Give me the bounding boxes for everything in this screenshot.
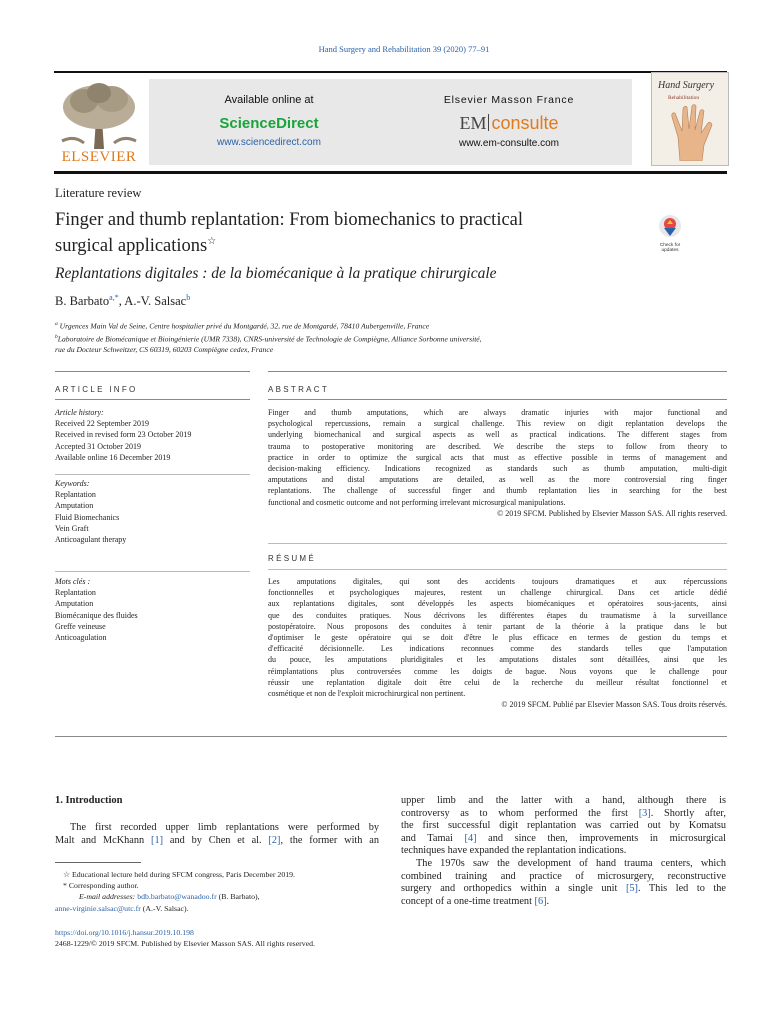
keyword: Fluid Biomechanics xyxy=(55,512,120,522)
intro-line xyxy=(401,883,726,896)
text-span: . Shortly after, xyxy=(650,807,726,819)
email-owner: (B. Barbato), xyxy=(216,892,260,902)
keyword: Replantation xyxy=(55,490,96,500)
cover-subtitle: Rehabilitation xyxy=(668,95,700,101)
sciencedirect-url[interactable]: www.sciencedirect.com xyxy=(217,137,321,148)
affil-a-mark: a xyxy=(55,321,58,327)
footnote-text: Educational lecture held during SFCM congress, Paris December 2019. xyxy=(71,870,295,879)
abstract-line: decision-making efficiency. Indications recognized as standards such as thumb amputation, multi-digit xyxy=(268,464,727,474)
abstract-rule-top xyxy=(268,371,727,372)
header-rule xyxy=(54,171,727,174)
logo-divider xyxy=(488,114,489,131)
intro-line xyxy=(401,896,726,909)
article-history xyxy=(55,407,250,463)
footnote-mark: ☆ xyxy=(63,870,70,879)
resume-line: Les amputations digitales, qui sont des accidents toujours dramatiques et aux répercussions xyxy=(268,577,727,586)
resume-line: aux replantations digitales, sont développés les aspects biomécaniques et opératoires sous-jacents, ainsi xyxy=(268,599,727,609)
journal-cover[interactable] xyxy=(651,72,729,166)
resume-line: cosmétique et non de l'exploit microchirurgical non pertinent. xyxy=(268,689,466,699)
email-link-barbato[interactable]: bdb.barbato@wanadoo.fr xyxy=(137,892,217,902)
ref-link[interactable]: [1] xyxy=(151,834,164,846)
resume-line: postopératoire. Nous proposons des conduites à tenir partant de la théorie à la pratique dans le but xyxy=(268,621,727,631)
text-span: , the former with an xyxy=(280,834,379,846)
affiliation-b-line2: rue du Docteur Schweitzer, CS 60319, 60203 Compiègne cedex, France xyxy=(55,345,274,355)
intro-line: the first successful digit replantation was carried out by Komatsu xyxy=(401,820,726,832)
resume-line: d'efficacité décisionnelle. Les indications reconnues comme des standards telles que l'amputation xyxy=(268,644,727,654)
text-span: and since then, improvements in microsurgical xyxy=(476,832,726,844)
title-line-1: Finger and thumb replantation: From biomechanics to practical xyxy=(55,210,524,230)
text-span: Malt and McKhann xyxy=(55,834,152,846)
affiliation-b xyxy=(55,332,727,345)
email-line xyxy=(55,891,385,902)
text-span: controversy as to whom performed the first xyxy=(401,807,639,819)
resume-line: réimplantations plus controversées comme les doigts de bague. Nous voyons que le challenge pour xyxy=(268,666,727,676)
text-span: and by Chen et al. xyxy=(163,834,269,846)
abstract-line: practice in order to optimize the surgical acts that must as effective possible in terms of management and xyxy=(268,452,727,462)
resume-text xyxy=(268,576,727,710)
available-online-label: Available online at xyxy=(224,94,314,106)
consulte-text: consulte xyxy=(491,113,559,133)
keyword: Vein Graft xyxy=(55,523,89,533)
intro-line: techniques have expanded the replantation indications. xyxy=(401,845,627,857)
footnote-mark: * xyxy=(63,881,67,891)
email-owner: (A.-V. Salsac). xyxy=(140,903,189,913)
abstract-line: Finger and thumb amputations, which are always dramatic injuries with major functional and xyxy=(268,408,727,417)
footnote-2 xyxy=(55,880,385,891)
intro-right-text xyxy=(401,795,726,908)
text-span: concept of a one-time treatment xyxy=(401,895,535,907)
keywords xyxy=(55,478,250,545)
intro-heading: 1. Introduction xyxy=(55,795,123,806)
resume-line: d'optimiser le geste opératoire qui se doit d'être le plus efficace en termes de gestion du temps et xyxy=(268,633,727,643)
text-span: . xyxy=(546,895,550,907)
emconsulte-logo[interactable] xyxy=(389,113,629,134)
email-label: E-mail addresses: xyxy=(79,892,138,902)
title-line-2 xyxy=(55,231,635,257)
emconsulte-url[interactable]: www.em-consulte.com xyxy=(458,138,560,149)
top-rule xyxy=(54,71,727,73)
article-info-heading: ARTICLE INFO xyxy=(55,385,138,394)
intro-line xyxy=(401,833,726,846)
resume-heading: RÉSUMÉ xyxy=(268,554,317,563)
issn-line: 2468-1229/© 2019 SFCM. Published by Elsevier Masson SAS. All rights reserved. xyxy=(55,939,315,949)
text-span: . This led to the xyxy=(637,883,726,895)
title-footnote-mark[interactable]: ☆ xyxy=(207,236,217,247)
abstract-line: psychological repercussions, remain a surgical challenge. This review on digit replantation develops the xyxy=(268,419,727,429)
footnotes xyxy=(55,869,385,914)
history-item: Available online 16 December 2019 xyxy=(55,452,171,462)
email-line-2 xyxy=(55,903,385,914)
affiliations xyxy=(55,319,727,355)
ref-link[interactable]: [6] xyxy=(534,895,547,907)
abstract-heading: ABSTRACT xyxy=(268,385,330,394)
check-for-updates-badge[interactable] xyxy=(652,214,688,254)
abstract-bottom-rule xyxy=(55,736,727,737)
affiliation-a xyxy=(55,319,727,332)
resume-line: fonctionnelles et psychologiques majeures, restent un challenge chirurgical. Dans cet article dédié xyxy=(268,588,727,598)
text-span: surgery and orthopedics within a single unit xyxy=(401,883,626,895)
ref-link[interactable]: [4] xyxy=(464,832,477,844)
elsevier-wordmark: ELSEVIER xyxy=(61,149,137,165)
check-updates-label: Check for updates xyxy=(659,243,681,253)
info-rule xyxy=(55,399,250,400)
mots-cles xyxy=(55,576,250,643)
check-updates-icon xyxy=(658,214,682,238)
abstract-line: trauma to postoperative monitoring are described. We describe the steps to follow from theory to xyxy=(268,441,727,451)
sciencedirect-logo[interactable]: ScienceDirect xyxy=(219,115,319,132)
elsevier-tree-icon xyxy=(54,79,144,151)
abstract-rule xyxy=(268,399,727,400)
author-salsac: , A.-V. Salsac xyxy=(118,294,187,309)
cover-title: Hand Surgery xyxy=(658,80,715,91)
resume-copyright: © 2019 SFCM. Publié par Elsevier Masson SAS. Tous droits réservés. xyxy=(501,700,727,710)
info-rule-top xyxy=(55,371,250,372)
keywords-label: Keywords: xyxy=(55,479,90,488)
abstract-text xyxy=(268,407,727,519)
article-type: Literature review xyxy=(55,186,142,200)
resume-rule-top xyxy=(268,543,727,544)
journal-reference[interactable]: Hand Surgery and Rehabilitation 39 (2020) 77–91 xyxy=(318,44,490,54)
doi-block xyxy=(55,927,315,949)
affil-a-text: Urgences Main Val de Seine, Centre hospitalier privé du Montgardé, 32, rue de Montgardé, 78410 Aubergenville, France xyxy=(59,321,430,331)
intro-line xyxy=(401,808,726,821)
article-title xyxy=(55,209,635,257)
author-barbato: B. Barbato xyxy=(55,294,110,309)
doi-link[interactable]: https://doi.org/10.1016/j.hansur.2019.10.198 xyxy=(55,928,194,937)
history-item: Received in revised form 23 October 2019 xyxy=(55,430,192,440)
intro-line: upper limb and the latter with a hand, although there is xyxy=(401,795,726,806)
history-label: Article history: xyxy=(55,408,104,417)
intro-line: The 1970s saw the development of hand trauma centers, which xyxy=(416,857,726,869)
resume-rule xyxy=(268,569,727,570)
author2-affil[interactable]: b xyxy=(186,293,191,302)
affil-b-mark: b xyxy=(55,333,58,340)
intro-line: The first recorded upper limb replantations were performed by xyxy=(70,822,379,833)
mot-cle: Replantation xyxy=(55,588,96,598)
mot-cle: Amputation xyxy=(55,599,94,609)
ref-link[interactable]: [5] xyxy=(625,883,638,895)
keyword: Amputation xyxy=(55,501,94,511)
text-span: and Tamai xyxy=(401,832,465,844)
mot-cle: Biomécanique des fluides xyxy=(55,610,138,620)
hand-illustration-icon xyxy=(662,103,722,161)
intro-left-text xyxy=(55,822,379,847)
abstract-line: amputations and distal amputations are detailed, as well as the more controversial ring finger xyxy=(268,475,727,485)
history-item: Received 22 September 2019 xyxy=(55,419,149,429)
author1-affil[interactable]: a, xyxy=(109,293,115,302)
publisher-name: Elsevier Masson France xyxy=(443,94,575,106)
mot-cle: Greffe veineuse xyxy=(55,621,106,631)
ref-link[interactable]: [3] xyxy=(638,807,651,819)
history-item: Accepted 31 October 2019 xyxy=(55,441,141,451)
publisher-banner xyxy=(149,79,632,165)
french-title: Replantations digitales : de la biomécanique à la pratique chirurgicale xyxy=(55,265,497,282)
corresponding-mark[interactable]: * xyxy=(114,293,119,302)
title-line-2-text: surgical applications xyxy=(55,236,208,257)
em-text: EM xyxy=(459,113,487,133)
abstract-copyright: © 2019 SFCM. Published by Elsevier Masson SAS. All rights reserved. xyxy=(497,508,727,518)
affil-b-text-1: Laboratoire de Biomécanique et Bioingénierie (UMR 7338), CNRS-université de Technologie de Compiègne, Alliance Sorbonne université, xyxy=(57,334,482,344)
resume-line: du pouce, les amputations pluridigitales et les amputations distales sont détaillées, ainsi que les xyxy=(268,655,727,665)
resume-line: que des conduites pratiques. Nous décrivons les différentes étapes du traumatisme à la surveillance xyxy=(268,610,727,620)
mots-rule xyxy=(55,571,250,572)
authors xyxy=(55,293,190,309)
keyword: Anticoagulant therapy xyxy=(55,535,127,545)
intro-line: combined training and practice of microsurgery, reconstructive xyxy=(401,870,726,882)
intro-line xyxy=(55,835,379,848)
mots-label: Mots clés : xyxy=(55,577,91,586)
abstract-line: functional and cosmetic outcome and not performing irrelevant microsurgical manipulations. xyxy=(268,497,566,507)
resume-line: réussir une replantation digitale doit être celui de la recherche du meilleur résultat fonctionnel et xyxy=(268,677,727,687)
elsevier-logo xyxy=(54,79,144,165)
footnote-rule xyxy=(55,862,141,863)
footnote-text: Corresponding author. xyxy=(68,881,139,891)
footnote-1 xyxy=(55,869,385,880)
keywords-rule xyxy=(55,474,250,475)
email-link-salsac[interactable]: anne-virginie.salsac@utc.fr xyxy=(55,903,141,913)
ref-link[interactable]: [2] xyxy=(268,834,281,846)
mot-cle: Anticoagulation xyxy=(55,633,107,643)
abstract-line: replantations. The challenge of successful finger and thumb replantation lies in searching for the best xyxy=(268,486,727,496)
abstract-line: underlying biomechanical and surgical aspects as well as practical indications. The different stages from xyxy=(268,430,727,440)
